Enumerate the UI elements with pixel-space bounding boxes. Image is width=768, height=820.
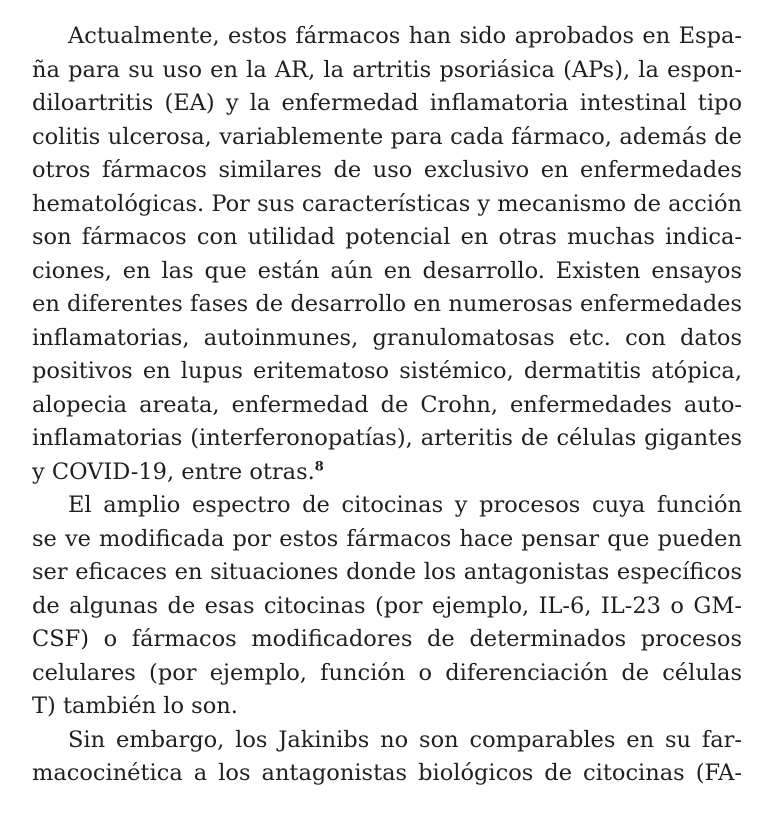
text-line-content: y COVID-19, entre otras. [32,458,315,485]
text-line: otros fármacos similares de uso exclusivo en enfermedades [32,157,742,183]
text-line: macocinética a los antagonistas biológicos de citocinas (FA- [32,760,742,786]
text-line: positivos en lupus eritematoso sistémico, dermatitis atópica, [32,358,742,384]
paragraph-approvals [32,20,742,489]
text-line: ña para su uso en la AR, la artritis psoriásica (APs), la espon- [32,56,742,83]
text-line: hematológicas. Por sus características y mecanismo de acción [32,190,742,217]
text-line: se ve modificada por estos fármacos hace pensar que pueden [32,525,742,552]
text-line: ser eficaces en situaciones donde los antagonistas específicos [32,559,742,585]
document-body [32,20,742,791]
text-line: ciones, en las que están aún en desarrollo. Existen ensayos [32,257,742,284]
reference-superscript: 8 [314,459,324,474]
paragraph-cytokine-spectrum [32,489,742,724]
text-line: CSF) o fármacos modificadores de determinados procesos [32,626,742,652]
text-line: diloartritis (EA) y la enfermedad inflamatoria intestinal tipo [32,90,742,116]
text-line: inflamatorias, autoinmunes, granulomatosas etc. con datos [32,324,742,351]
text-line: en diferentes fases de desarrollo en numerosas enfermedades [32,291,742,317]
text-line: de algunas de esas citocinas (por ejemplo, IL-6, IL-23 o GM- [32,592,742,619]
text-line: celulares (por ejemplo, función o diferenciación de células [32,659,742,686]
text-line: son fármacos con utilidad potencial en otras muchas indica- [32,224,742,250]
text-line: El amplio espectro de citocinas y procesos cuya función [68,492,742,518]
text-line: alopecia areata, enfermedad de Crohn, enfermedades auto- [32,391,742,418]
text-line [32,456,742,490]
text-line: Actualmente, estos fármacos han sido aprobados en Espa- [68,23,742,49]
text-line: colitis ulcerosa, variablemente para cada fármaco, además de [32,123,742,150]
text-line: T) también lo son. [32,693,238,719]
paragraph-pharmacokinetics [32,724,742,791]
text-line: Sin embargo, los Jakinibs no son comparables en su far- [68,726,742,753]
text-line: inflamatorias (interferonopatías), arteritis de células gigantes [32,425,742,451]
